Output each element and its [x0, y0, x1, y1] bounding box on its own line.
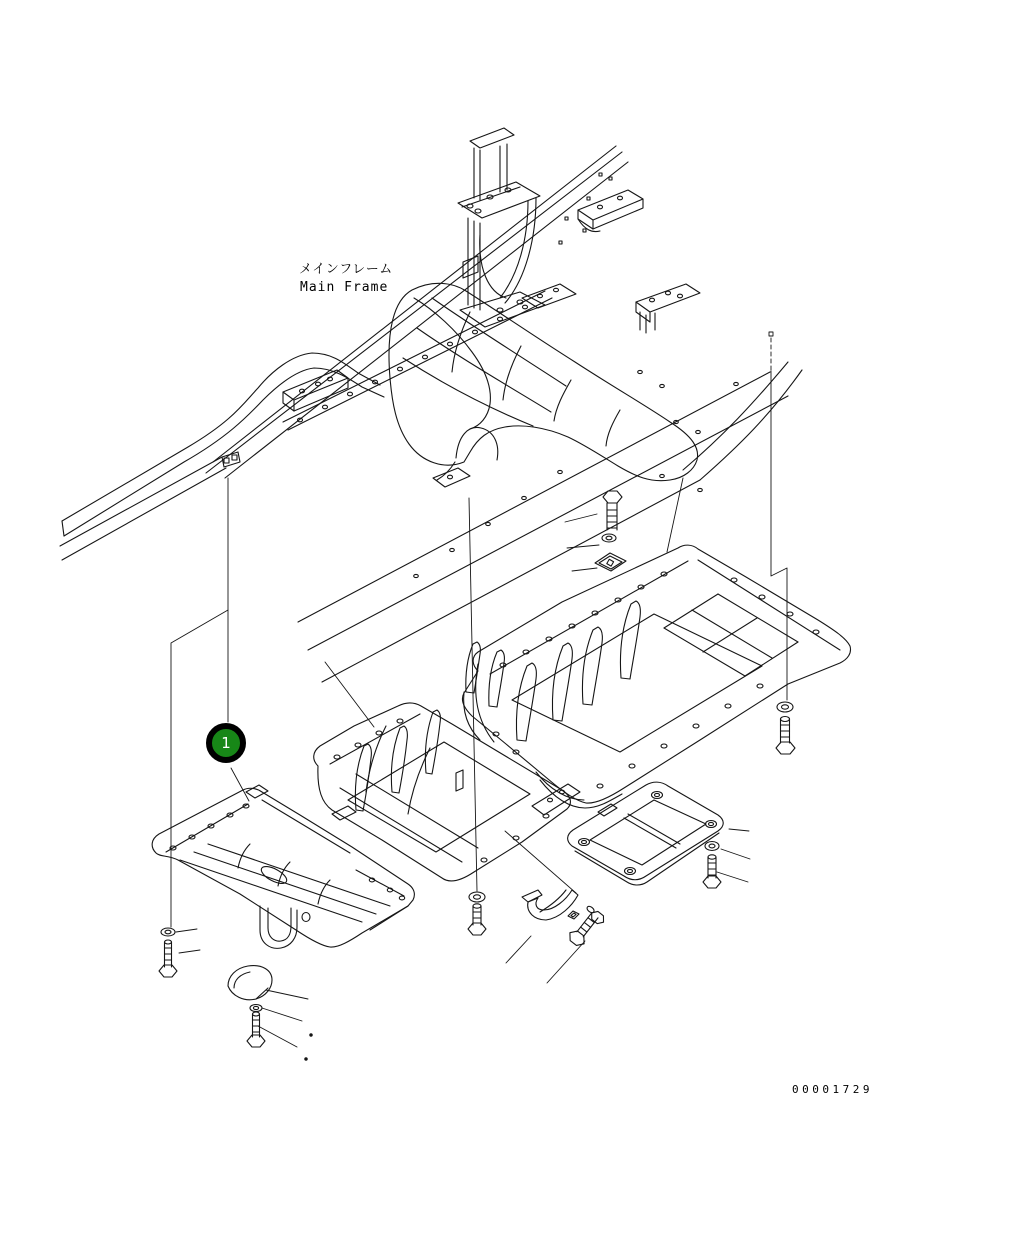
rail-bracket-lower: [636, 284, 700, 333]
crossmember-saddle: [389, 283, 698, 487]
bolt-shim-bottom: [247, 1005, 265, 1048]
main-frame-label-en: Main Frame: [300, 280, 389, 295]
bolt-left-bottom: [159, 928, 177, 977]
drawing-number: 00001729: [792, 1083, 873, 1096]
underguard-rear-large: [462, 545, 850, 808]
bolt-diagonal: [565, 905, 607, 950]
rail-bracket-upper: [578, 190, 643, 232]
support-bracket: [522, 890, 578, 920]
washer-diagonal: [568, 911, 579, 919]
bolt-center-bottom: [468, 892, 486, 935]
underguard-center: [314, 703, 580, 881]
curved-shim: [228, 966, 272, 1000]
bolt-right: [776, 702, 795, 754]
part-callout-number: 1: [221, 734, 231, 752]
bolt-top-center: [603, 491, 622, 530]
main-frame-rails: [60, 146, 802, 682]
cover-plate: [568, 782, 724, 885]
leader-lines: [171, 332, 787, 1060]
part-callout-1[interactable]: [206, 723, 246, 763]
main-frame-label-jp: メインフレーム: [299, 262, 393, 277]
bolt-plate-right: [703, 842, 721, 889]
washer-top-center: [602, 534, 616, 542]
square-plate-washer: [595, 553, 626, 571]
